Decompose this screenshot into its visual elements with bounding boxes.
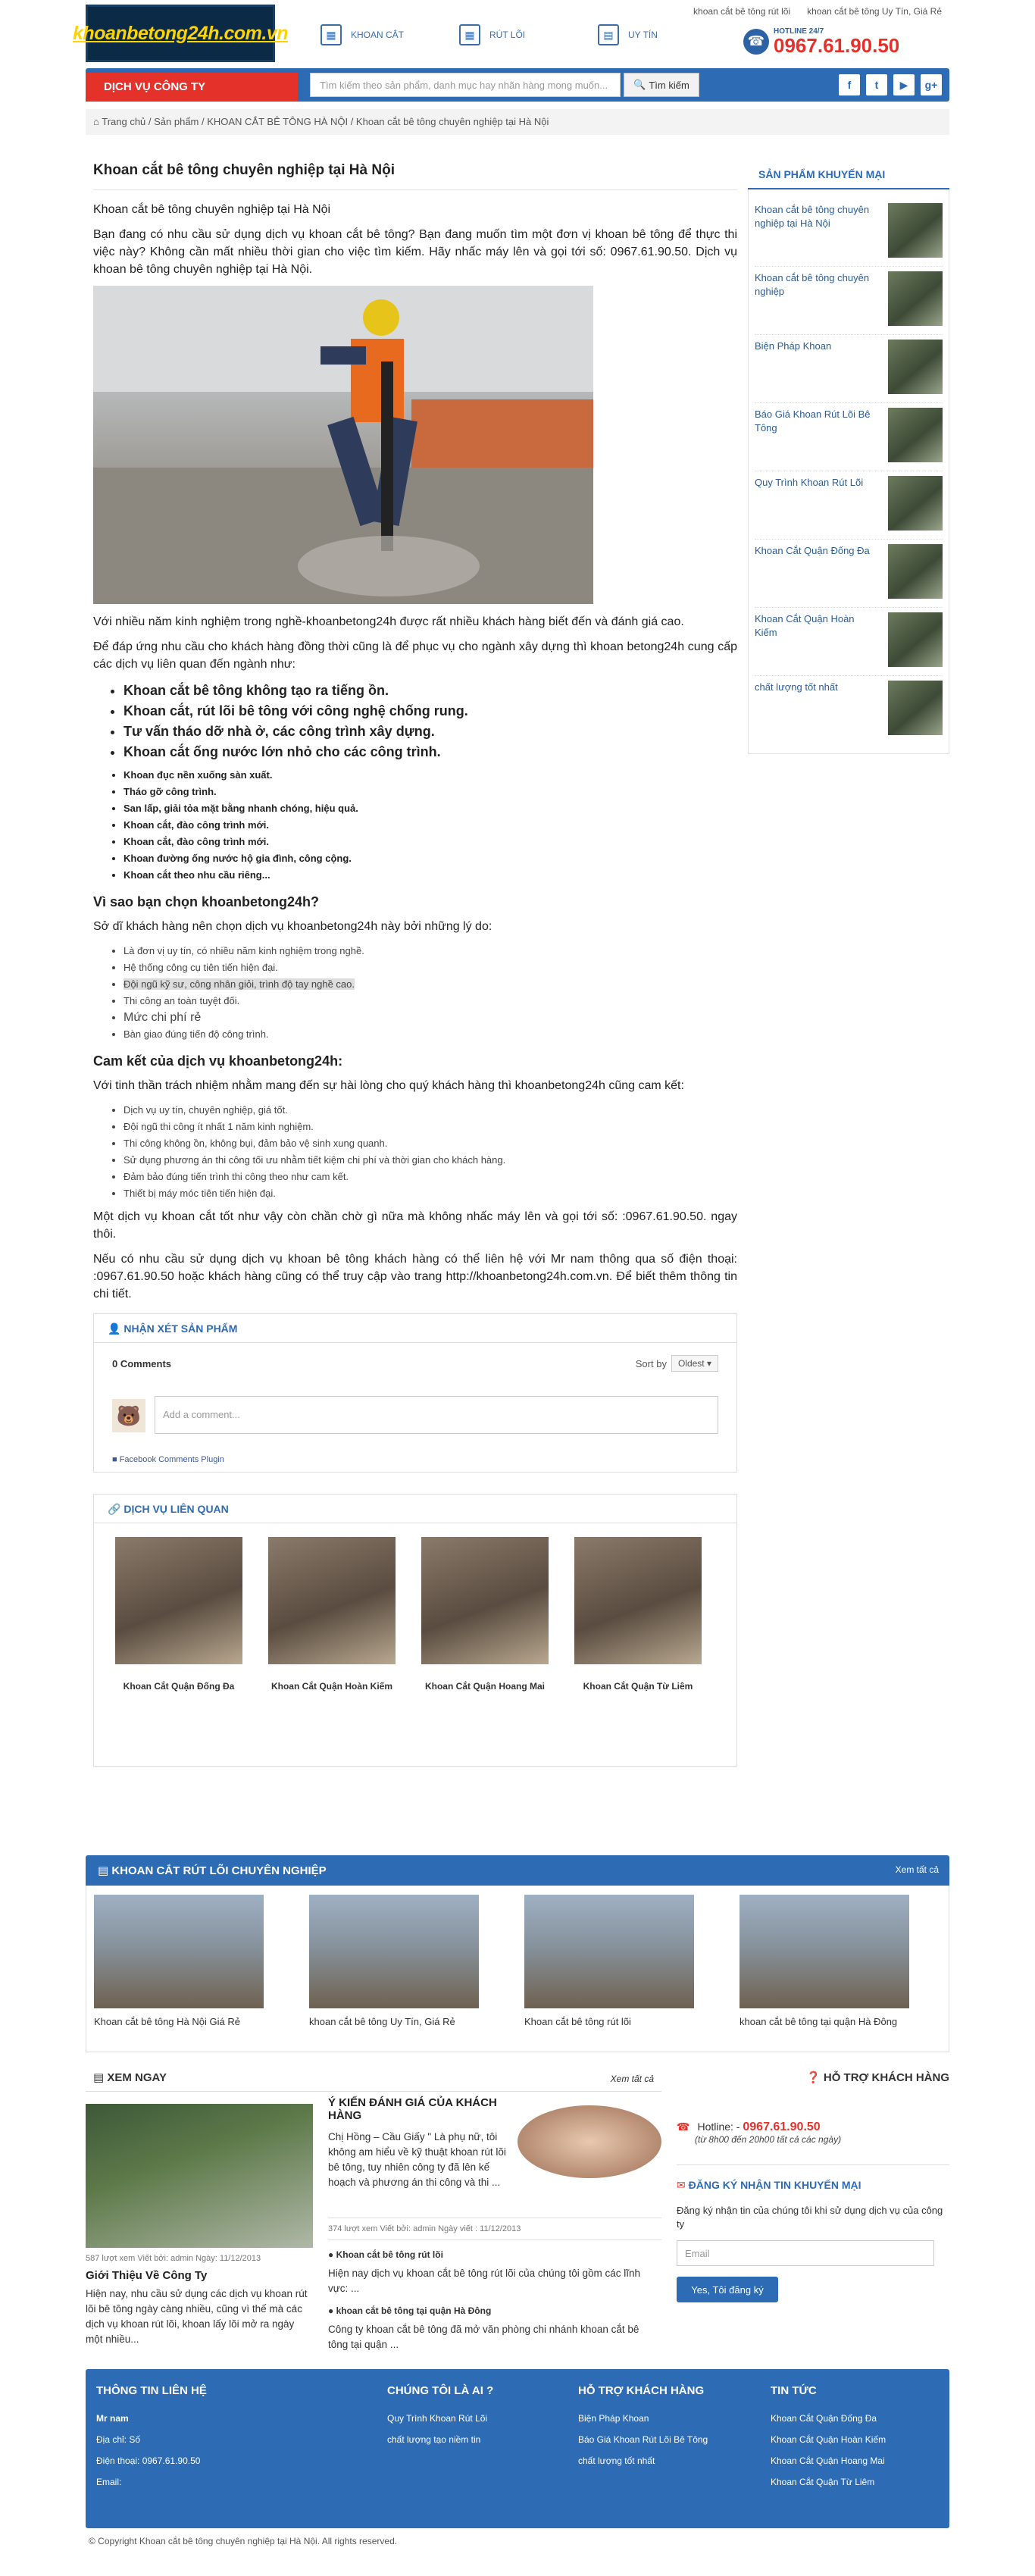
sidebar-item-label[interactable]: Khoan Cắt Quận Hoàn Kiếm [755, 613, 855, 638]
newsletter-heading-text: ĐĂNG KÝ NHẬN TIN KHUYẾN MẠI [688, 2179, 861, 2191]
band-list [86, 1886, 949, 2052]
sidebar-item-label[interactable]: Khoan cắt bê tông chuyên nghiệp [755, 272, 870, 297]
top-link[interactable]: khoan cắt bê tông Uy Tín, Giá Rẻ [807, 6, 942, 17]
comments-heading-text: NHẬN XÉT SẢN PHẨM [124, 1322, 238, 1335]
sort-control [636, 1355, 718, 1372]
footer-link[interactable]: chất lượng tốt nhất [578, 2455, 655, 2466]
youtube-icon[interactable]: ▶ [893, 74, 915, 95]
view-all-link[interactable]: Xem tất cả [610, 2074, 654, 2084]
sidebar-thumbnail[interactable] [888, 408, 943, 462]
hotline-number[interactable]: 0967.61.90.50 [774, 34, 900, 57]
news-meta: 587 lượt xem Viết bởi: admin Ngày: 11/12/2013 [86, 2254, 261, 2263]
highlighted-text: Đội ngũ kỹ sư, công nhân giỏi, trình độ tay nghề cao. [124, 978, 355, 990]
sidebar-thumbnail[interactable] [888, 612, 943, 667]
band-thumbnail[interactable] [740, 1895, 909, 2008]
list-item: • Là đơn vị uy tín, có nhiều năm kinh nghiệm trong nghề. [124, 943, 737, 959]
list-item: • Khoan cắt ống nước lớn nhỏ cho các công trình. [124, 742, 737, 762]
plugin-text: Facebook Comments Plugin [119, 1455, 224, 1464]
related-label[interactable]: Khoan Cắt Quận Đống Đa [123, 1681, 235, 1692]
list-item: • Dịch vụ uy tín, chuyên nghiệp, giá tốt. [124, 1102, 737, 1119]
sort-value: Oldest [677, 1358, 705, 1369]
list-item: • Đảm bảo đúng tiến trình thi công theo như cam kết. [124, 1169, 737, 1185]
featured-news-image[interactable] [86, 2104, 313, 2248]
band-thumbnail[interactable] [309, 1895, 479, 2008]
list-item: • Khoan cắt theo nhu cầu riêng... [124, 867, 737, 884]
band-item[interactable] [309, 1895, 479, 2042]
email-field[interactable]: Email [677, 2240, 934, 2266]
sidebar-item[interactable] [755, 676, 943, 744]
sidebar-item-label[interactable]: Biện Pháp Khoan [755, 340, 832, 352]
news-list [328, 2096, 661, 2352]
search-button[interactable] [624, 73, 699, 97]
top-nav-label: UY TÍN [628, 30, 658, 40]
user-icon: 👤 [108, 1322, 124, 1335]
comments-panel [93, 1313, 737, 1473]
category-menu-button[interactable]: DỊCH VỤ CÔNG TY [86, 73, 298, 102]
why-heading: Vì sao bạn chọn khoanbetong24h? [93, 894, 320, 909]
logo-text: khoanbetong24h.com.vn [73, 22, 288, 44]
footer-link[interactable]: Quy Trình Khoan Rút Lõi [387, 2413, 488, 2424]
support-heading-text: HỖ TRỢ KHÁCH HÀNG [823, 2071, 949, 2084]
footer-heading: HỖ TRỢ KHÁCH HÀNG [578, 2384, 705, 2397]
related-heading-text: DỊCH VỤ LIÊN QUAN [124, 1503, 229, 1515]
top-nav-uy-tin[interactable] [598, 24, 736, 45]
article [93, 162, 737, 1767]
main-navbar [86, 68, 949, 102]
top-nav-rut-loi[interactable] [459, 24, 598, 45]
footer-link[interactable]: Khoan Cắt Quận Đống Đa [771, 2413, 877, 2424]
list-item: • Thi công an toàn tuyệt đối. [124, 993, 737, 1009]
news-heading [86, 2066, 661, 2092]
list-item: • Tháo gỡ công trình. [124, 784, 737, 800]
sidebar-item-label[interactable]: Khoan Cắt Quận Đống Đa [755, 545, 870, 556]
commit-list [124, 1102, 737, 1202]
related-label[interactable]: Khoan Cắt Quận Từ Liêm [583, 1681, 693, 1692]
band-item[interactable] [94, 1895, 264, 2042]
band-heading-text: KHOAN CẮT RÚT LÕI CHUYÊN NGHIỆP [111, 1864, 327, 1877]
phone-icon: ☎ [743, 29, 769, 55]
list-item: • Khoan cắt, rút lõi bê tông với công nghệ chống rung. [124, 701, 737, 721]
sidebar-thumbnail[interactable] [888, 681, 943, 735]
promo-sidebar [748, 162, 949, 754]
list-item: • Thi công không ồn, không bụi, đảm bảo vệ sinh xung quanh. [124, 1135, 737, 1152]
sidebar-item[interactable] [755, 608, 943, 676]
customer-support [677, 2066, 949, 2302]
search-button-label: Tìm kiếm [649, 79, 689, 91]
comment-input[interactable]: Add a comment... [155, 1396, 718, 1434]
list-item: • Tư vấn tháo dỡ nhà ở, các công trình xây dựng. [124, 721, 737, 742]
band-item[interactable] [524, 1895, 694, 2042]
band-thumbnail[interactable] [524, 1895, 694, 2008]
footer-link[interactable]: Khoan Cắt Quận Từ Liêm [771, 2477, 875, 2487]
footer-news [771, 2384, 886, 2493]
news-excerpt: Chị Hồng – Cầu Giấy " Là phụ nữ, tôi không am hiểu về kỹ thuật khoan rút lõi bê tông, tuy nhiên công ty đã lên kế hoạch và phương án thi công và thi ... [328, 2131, 506, 2188]
footer-item: Địa chỉ: Số [96, 2434, 141, 2445]
list-item: • Thiết bị máy móc tiên tiến hiện đại. [124, 1185, 737, 1202]
why-intro: Sở dĩ khách hàng nên chọn dịch vụ khoanbetong24h này bởi những lý do: [93, 920, 492, 933]
hotline-label: HOTLINE 24/7 [774, 27, 824, 36]
support-hours: (từ 8h00 đến 20h00 tất cả các ngày) [695, 2134, 842, 2145]
featured-news [86, 2104, 313, 2347]
top-nav-khoan-cat[interactable] [321, 24, 459, 45]
article-subtitle: Khoan cắt bê tông chuyên nghiệp tại Hà Nội [93, 203, 331, 216]
news-block [86, 2066, 661, 2350]
band-heading [86, 1855, 949, 1886]
footer-support [578, 2384, 708, 2471]
news-item-excerpt: Công ty khoan cắt bê tông đã mở văn phòng chi nhánh khoan cắt bê tông tại quận ... [328, 2324, 639, 2350]
services-list [124, 681, 737, 762]
footer-link[interactable]: Khoan Cắt Quận Hoàn Kiếm [771, 2434, 886, 2445]
related-item[interactable] [421, 1537, 549, 1752]
list-icon: ▤ [93, 2071, 108, 2084]
home-icon: ⌂ [93, 116, 102, 127]
band-label[interactable]: khoan cắt bê tông Uy Tín, Giá Rẻ [309, 2016, 455, 2027]
sidebar-item[interactable] [755, 403, 943, 471]
list-item: • San lấp, giải tỏa mặt bằng nhanh chóng, hiệu quả. [124, 800, 737, 817]
top-links [693, 6, 942, 17]
related-label[interactable]: Khoan Cắt Quận Hoàn Kiếm [270, 1681, 392, 1692]
sidebar-item[interactable] [755, 540, 943, 608]
question-icon: ❓ [806, 2071, 824, 2084]
sidebar-item[interactable] [755, 335, 943, 403]
sidebar-thumbnail[interactable] [888, 271, 943, 326]
list-item: • Khoan cắt bê tông không tạo ra tiếng ồn. [124, 681, 737, 701]
header-hotline [743, 27, 899, 55]
list-item: • Đội ngũ thi công ít nhất 1 năm kinh nghiệm. [124, 1119, 737, 1135]
sidebar-item-label[interactable]: Báo Giá Khoan Rút Lõi Bê Tông [755, 408, 871, 434]
footer-link[interactable]: chất lượng tạo niềm tin [387, 2434, 481, 2445]
sort-select[interactable]: Oldest ▾ [671, 1355, 718, 1372]
link-icon: 🔗 [108, 1503, 124, 1515]
sidebar-thumbnail[interactable] [888, 203, 943, 258]
copyright: © Copyright Khoan cắt bê tông chuyên nghiệp tại Hà Nội. All rights reserved. [89, 2536, 398, 2546]
list-item: • Hệ thống công cụ tiên tiến hiện đại. [124, 959, 737, 976]
top-nav [321, 24, 736, 45]
list-item: • Khoan cắt, đào công trình mới. [124, 817, 737, 834]
footer-link[interactable]: Biện Pháp Khoan [578, 2413, 649, 2424]
sidebar-item-label[interactable]: Khoan cắt bê tông chuyên nghiệp tại Hà Nội [755, 204, 870, 229]
bullet-icon: ● [328, 2249, 336, 2260]
related-heading [94, 1495, 736, 1523]
footer-about [387, 2384, 493, 2450]
article-title: Khoan cắt bê tông chuyên nghiệp tại Hà Nội [93, 162, 737, 190]
related-item[interactable] [115, 1537, 242, 1752]
news-title[interactable]: Giới Thiệu Về Công Ty [86, 2269, 208, 2282]
facebook-icon: ■ [112, 1455, 120, 1464]
footer-item: Email: [96, 2477, 122, 2487]
article-p3: Để đáp ứng nhu cầu cho khách hàng đồng thời cũng là để phục vụ cho ngành xây dựng thì khoan betong24h cung cấp các dịch vụ liên quan đến ngành như: [93, 640, 737, 671]
site-footer [86, 2369, 949, 2528]
footer-heading: TIN TỨC [771, 2384, 817, 2397]
news-item-excerpt: Hiện nay dịch vụ khoan cắt bê tông rút lõi của chúng tôi gồm các lĩnh vực: ... [328, 2268, 641, 2294]
related-thumbnail[interactable] [574, 1537, 702, 1664]
main-area [86, 135, 949, 1848]
sidebar-list [748, 189, 949, 754]
newsletter-text: Đăng ký nhận tin của chúng tôi khi sử dụng dịch vụ của công ty [677, 2205, 943, 2230]
band-label[interactable]: khoan cắt bê tông tại quận Hà Đông [740, 2016, 898, 2027]
list-item: • Khoan đường ống nước hộ gia đình, công cộng. [124, 850, 737, 867]
list-item: • Khoan đục nền xuống sàn xuất. [124, 767, 737, 784]
sidebar-item-label[interactable]: Quy Trình Khoan Rút Lõi [755, 477, 864, 488]
top-nav-label: KHOAN CẮT [351, 30, 405, 40]
news-item-title-text: khoan cắt bê tông tại quận Hà Đông [336, 2305, 492, 2316]
news-meta: 374 lượt xem Viết bởi: admin Ngày viết : 11/12/2013 [328, 2218, 661, 2240]
related-list [94, 1523, 736, 1766]
testimonial-news [328, 2096, 661, 2210]
footer-link[interactable]: Báo Giá Khoan Rút Lõi Bê Tông [578, 2434, 708, 2445]
list-icon: ▤ [98, 1864, 112, 1877]
commit-intro: Với tinh thần trách nhiệm nhằm mang đến sự hài lòng cho quý khách hàng thì khoanbetong24h cũng cam kết: [93, 1079, 684, 1092]
related-item[interactable] [268, 1537, 396, 1752]
testimonial-image[interactable] [518, 2105, 661, 2178]
social-links [839, 74, 942, 95]
breadcrumb-text[interactable]: Trang chủ / Sản phẩm / KHOAN CẮT BÊ TÔNG HÀ NỘI / Khoan cắt bê tông chuyên nghiệp tại Hà Nội [102, 116, 549, 127]
article-end-2: Nếu có nhu cầu sử dụng dịch vụ khoan bê tông khách hàng có thể liên hệ với Mr nam thông qua số điện thoại: :0967.61.90.50 hoặc khách hàng cũng có thể truy cập vào trang http://khoanbetong24h.com.vn. Để biết thêm thông tin chi tiết. [93, 1253, 737, 1301]
site-logo[interactable] [73, 5, 288, 62]
list-item: • Khoan cắt, đào công trình mới. [124, 834, 737, 850]
list-item [124, 976, 737, 993]
mail-icon: ✉ [677, 2179, 689, 2191]
search-icon: 🔍 [633, 79, 646, 90]
support-hotline [677, 2121, 949, 2134]
support-heading [677, 2066, 949, 2092]
footer-link[interactable]: Khoan Cắt Quận Hoang Mai [771, 2455, 885, 2466]
band-label[interactable]: Khoan cắt bê tông Hà Nội Giá Rẻ [94, 2016, 240, 2027]
sidebar-thumbnail[interactable] [888, 476, 943, 531]
news-excerpt: Hiện nay, nhu cầu sử dụng các dịch vụ khoan rút lõi bê tông ngày càng nhiều, cũng vì thế mà các dịch vụ khoan rút lõi, khoan lấy lõi mở ra ngày một nhiều... [86, 2288, 308, 2345]
related-item[interactable] [574, 1537, 702, 1752]
support-hotline-label: Hotline: - [697, 2121, 740, 2133]
band-thumbnail[interactable] [94, 1895, 264, 2008]
list-item: • Bàn giao đúng tiến độ công trình. [124, 1026, 737, 1043]
footer-item: Điện thoại: 0967.61.90.50 [96, 2455, 201, 2466]
sidebar-item[interactable] [755, 471, 943, 540]
view-all-link[interactable]: Xem tất cả [895, 1864, 939, 1875]
sort-label: Sort by [635, 1357, 667, 1369]
why-list [124, 943, 737, 1043]
commit-heading: Cam kết của dịch vụ khoanbetong24h: [93, 1053, 343, 1069]
site-header [73, 0, 949, 65]
search-input[interactable]: Tìm kiếm theo sản phẩm, danh mục hay nhãn hàng mong muốn... [310, 73, 621, 97]
grid-icon: ▦ [321, 24, 342, 45]
grid-icon: ▦ [459, 24, 480, 45]
facebook-icon[interactable]: f [839, 74, 860, 95]
news-item-title[interactable] [328, 2305, 661, 2316]
footer-item: Mr nam [96, 2413, 129, 2424]
sidebar-item-label[interactable]: chất lượng tốt nhất [755, 681, 838, 693]
lower-section [86, 2066, 949, 2369]
list-item: • Mức chi phí rẻ [124, 1009, 737, 1026]
sidebar-heading: SẢN PHẨM KHUYẾN MẠI [748, 162, 949, 189]
band-label[interactable]: Khoan cắt bê tông rút lõi [524, 2016, 631, 2027]
comments-heading [94, 1314, 736, 1343]
footer-contact [96, 2384, 207, 2493]
news-item-title[interactable] [328, 2249, 661, 2260]
related-thumbnail[interactable] [268, 1537, 396, 1664]
subscribe-button[interactable]: Yes, Tôi đăng ký [677, 2277, 778, 2302]
related-thumbnail[interactable] [421, 1537, 549, 1664]
calendar-icon: ▤ [598, 24, 619, 45]
footer-heading: CHÚNG TÔI LÀ AI ? [387, 2384, 494, 2397]
top-nav-label: RÚT LÕI [489, 30, 526, 40]
services-sub-list [124, 767, 737, 884]
phone-icon: ☎ [677, 2121, 690, 2133]
twitter-icon[interactable]: t [866, 74, 887, 95]
sidebar-item[interactable] [755, 267, 943, 335]
bullet-icon: ● [328, 2305, 336, 2316]
google-plus-icon[interactable]: g+ [921, 74, 942, 95]
related-panel [93, 1494, 737, 1767]
breadcrumb [86, 109, 949, 135]
worker-illustration [93, 286, 593, 604]
article-intro: Bạn đang có nhu cầu sử dụng dịch vụ khoan cắt bê tông? Bạn đang muốn tìm một đơn vị khoan bê tông để thực thi việc này? Không cần mất nhiều thời gian cho việc tìm kiếm. Hãy nhấc máy lên và gọi tới số: 0967.61.90.50. Dịch vụ khoan bê tông chuyên nghiệp tại Hà Nội. [93, 228, 737, 276]
article-p2: Với nhiều năm kinh nghiệm trong nghề-khoanbetong24h được rất nhiều khách hàng biết đến và đánh giá cao. [93, 615, 684, 628]
related-label[interactable]: Khoan Cắt Quận Hoang Mai [424, 1681, 545, 1692]
top-link[interactable]: khoan cắt bê tông rút lõi [693, 6, 791, 17]
sidebar-thumbnail[interactable] [888, 340, 943, 394]
support-hotline-number[interactable]: 0967.61.90.50 [743, 2121, 821, 2133]
hero-image [93, 286, 593, 604]
facebook-comments [94, 1343, 736, 1472]
news-item-title-text: Khoan cắt bê tông rút lõi [336, 2249, 443, 2260]
footer-heading: THÔNG TIN LIÊN HỆ [96, 2384, 207, 2397]
news-heading-text: XEM NGAY [107, 2071, 167, 2084]
sidebar-item[interactable] [755, 199, 943, 267]
comment-count: 0 Comments [112, 1358, 172, 1369]
facebook-plugin-link[interactable] [112, 1455, 224, 1464]
newsletter-heading [677, 2164, 949, 2192]
band-item[interactable] [740, 1895, 909, 2042]
news-title[interactable]: Ý KIẾN ĐÁNH GIÁ CỦA KHÁCH HÀNG [328, 2096, 497, 2122]
list-item: • Sử dụng phương án thi công tối ưu nhằm tiết kiệm chi phí và thời gian cho khách hàng. [124, 1152, 737, 1169]
pro-services-band [86, 1855, 949, 2052]
article-end-1: Một dịch vụ khoan cắt tốt như vậy còn chần chờ gì nữa mà không nhấc máy lên và gọi tới số: :0967.61.90.50. ngay thôi. [93, 1210, 737, 1241]
related-thumbnail[interactable] [115, 1537, 242, 1664]
avatar: 🐻 [112, 1399, 145, 1432]
sidebar-thumbnail[interactable] [888, 544, 943, 599]
